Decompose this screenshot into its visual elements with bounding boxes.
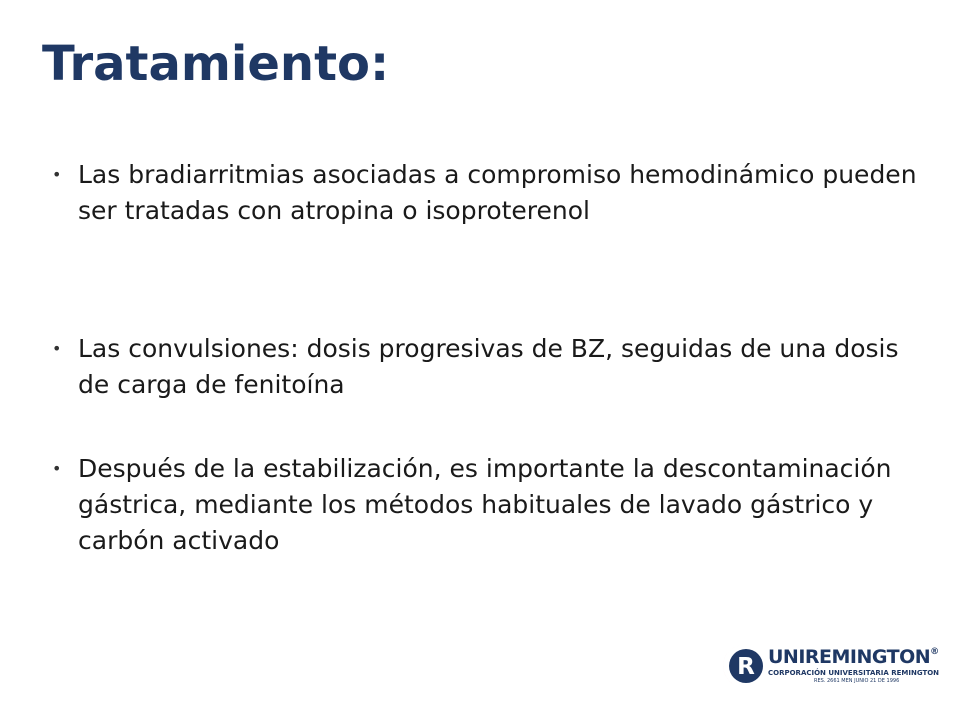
logo-subtitle: CORPORACIÓN UNIVERSITARIA REMINGTON (768, 669, 940, 677)
bullet-marker: • (52, 165, 62, 184)
bullet-text: Después de la estabilización, es importante la descontaminación gástrica, mediante los métodos habituales de lavado gástrico y carbón activado (78, 454, 892, 555)
bullet-list (52, 157, 932, 559)
bullet-item (52, 157, 932, 229)
logo-registered-mark: ® (930, 647, 939, 657)
emblem-letter: R (737, 654, 755, 680)
bullet-text: Las convulsiones: dosis progresivas de BZ, seguidas de una dosis de carga de fenitoína (78, 334, 899, 399)
bullet-marker: • (52, 459, 62, 478)
logo-wordmark-text: UNIREMINGTON (768, 646, 931, 668)
uniremington-logo (722, 642, 940, 690)
bullet-text: Las bradiarritmias asociadas a compromiso hemodinámico pueden ser tratadas con atropina o isoproterenol (78, 160, 917, 225)
logo-wordmark (768, 646, 939, 668)
slide-title: Tratamiento: (42, 36, 390, 92)
bullet-item (52, 331, 932, 403)
uniremington-emblem-icon (722, 642, 766, 690)
bullet-item (52, 451, 932, 559)
bullet-marker: • (52, 339, 62, 358)
logo-resolution: RES. 2661 MEN JUNIO 21 DE 1996 (814, 678, 900, 684)
